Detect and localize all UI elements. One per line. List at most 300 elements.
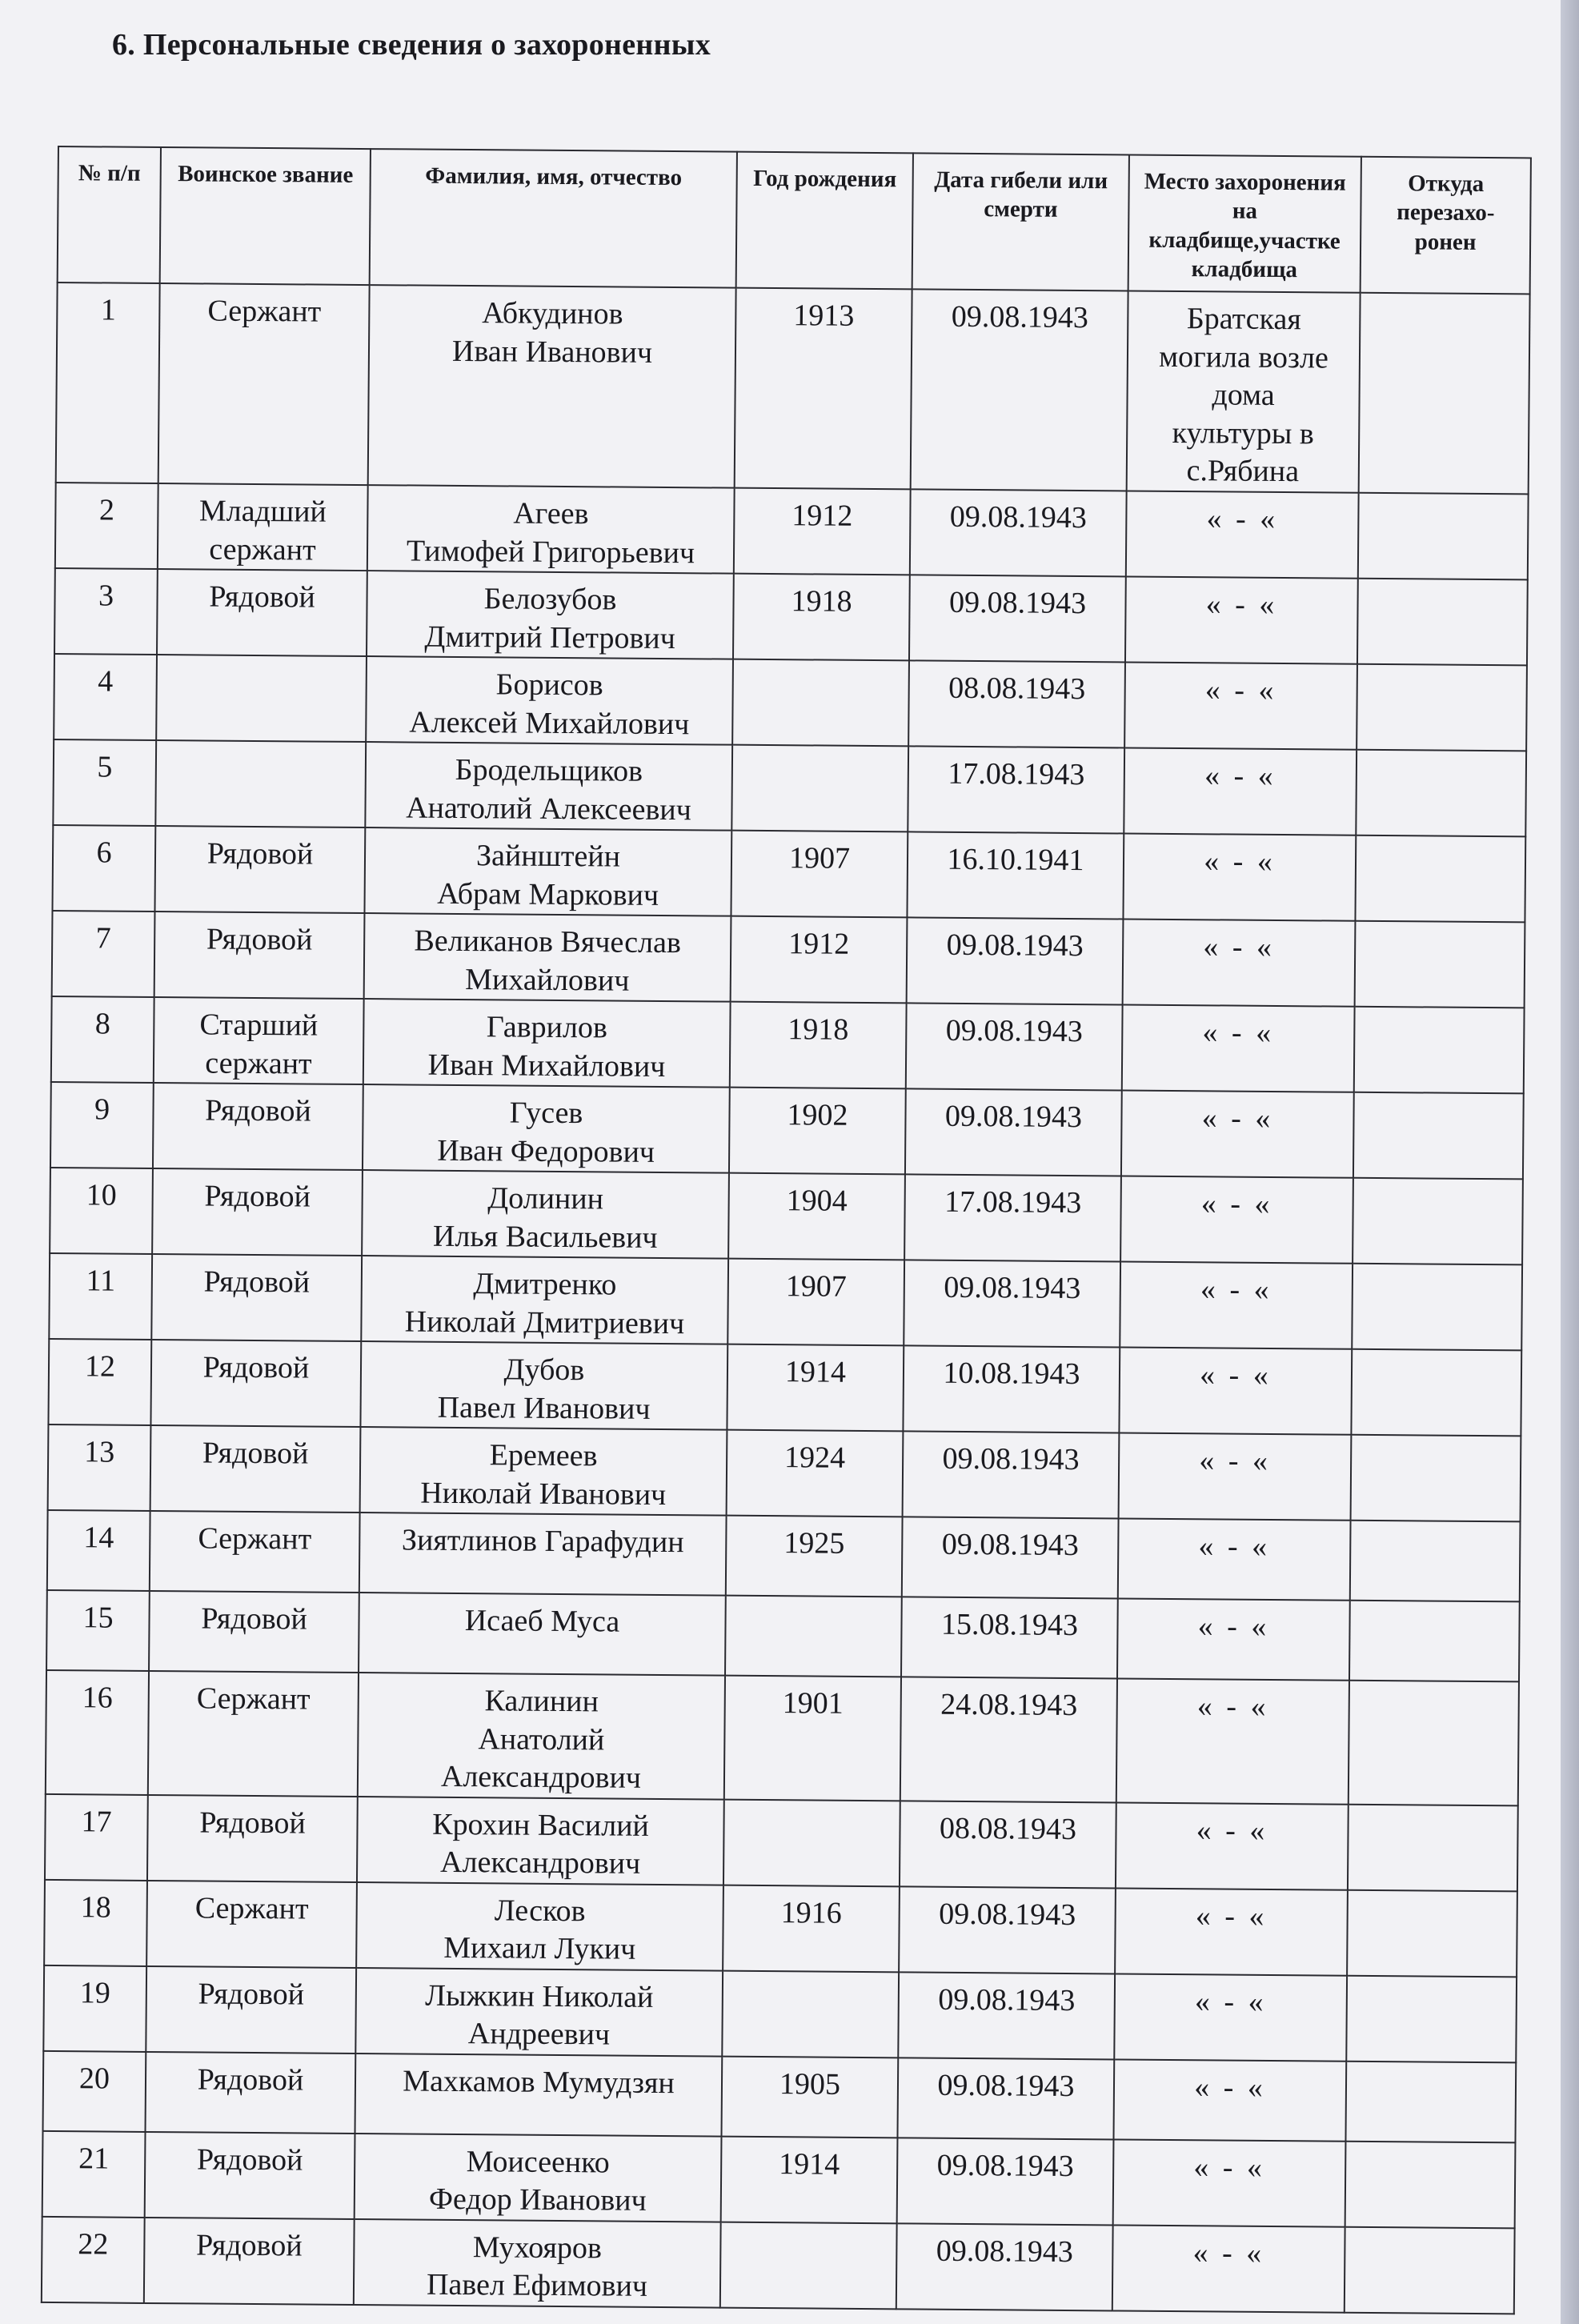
cell-birth-year-line: 1901 <box>782 1686 844 1721</box>
cell-number-line: 5 <box>97 750 113 784</box>
cell-rank-line: Рядовой <box>197 2062 304 2097</box>
table-row <box>55 483 1529 579</box>
cell-reburied-from-line <box>1353 2235 1508 2237</box>
cell-reburied-from-line <box>1355 1898 1510 1900</box>
cell-name-line: Великанов Вячеслав <box>414 924 682 960</box>
cell-death-date-line: 24.08.1943 <box>940 1687 1078 1723</box>
cell-death-date <box>910 489 1127 576</box>
cell-reburied-from-line <box>1361 1101 1517 1103</box>
cell-burial-place-line: « - « <box>1193 2150 1266 2185</box>
cell-burial-place <box>1114 1973 1347 2061</box>
cell-burial-place <box>1126 491 1359 579</box>
cell-rank-line: Сержант <box>207 294 322 329</box>
cell-name-line: Долинин <box>487 1181 604 1216</box>
cell-death-date-line: 17.08.1943 <box>948 756 1085 792</box>
cell-burial-place <box>1119 1432 1352 1520</box>
cell-name-line: Тимофей Григорьевич <box>406 533 695 570</box>
cell-death-date-line: 09.08.1943 <box>942 1441 1080 1477</box>
cell-rank-line: Рядовой <box>206 922 313 957</box>
cell-burial-place-line: дома <box>1212 378 1275 412</box>
cell-name-line: Павел Иванович <box>437 1390 651 1426</box>
cell-name-line: Николай Иванович <box>420 1476 667 1512</box>
cell-name <box>356 1882 723 1971</box>
page-title: 6. Персональные сведения о захороненных <box>112 28 711 62</box>
cell-death-date-line: 09.08.1943 <box>936 2234 1074 2269</box>
cell-burial-place-line: « - « <box>1198 1529 1271 1564</box>
cell-rank <box>144 2217 355 2304</box>
cell-number <box>54 654 157 740</box>
cell-death-date-line: 10.08.1943 <box>943 1356 1080 1392</box>
cell-rank <box>149 1591 359 1673</box>
cell-birth-year <box>725 1596 902 1677</box>
cell-name-line: Николай Дмитриевич <box>404 1304 685 1340</box>
cell-name <box>360 1341 727 1430</box>
cell-death-date <box>905 1088 1122 1176</box>
cell-burial-place-line: культуры в <box>1172 415 1314 451</box>
cell-number-line: 12 <box>84 1349 116 1384</box>
cell-reburied-from-line <box>1356 1813 1511 1814</box>
cell-number-line: 7 <box>95 921 111 956</box>
cell-number <box>42 2130 146 2217</box>
cell-name-line: Дмитрий Петрович <box>424 619 676 655</box>
cell-death-date-line: 09.08.1943 <box>937 2068 1075 2103</box>
cell-birth-year-line: 1913 <box>793 299 855 333</box>
cell-name-line: Дмитренко <box>473 1267 617 1302</box>
cell-burial-place <box>1116 1678 1349 1804</box>
column-header-number: № п/п <box>58 146 161 283</box>
cell-reburied-from-line <box>1357 1689 1512 1691</box>
cell-name-line: Исаеб Муса <box>464 1604 620 1639</box>
cell-birth-year-line: 1902 <box>787 1098 848 1132</box>
cell-burial-place <box>1116 1802 1349 1889</box>
cell-burial-place-line: « - « <box>1202 1016 1275 1050</box>
cell-reburied-from-line <box>1353 2150 1508 2151</box>
burial-records-table <box>41 146 1532 2314</box>
cell-rank-line: Сержант <box>194 1890 309 1926</box>
cell-number-line: 6 <box>96 835 112 870</box>
cell-name-line: Моисеенко <box>466 2144 610 2179</box>
cell-burial-place-line: « - « <box>1204 759 1276 793</box>
cell-birth-year <box>731 916 908 1004</box>
cell-name-line: Михаил Лукич <box>443 1930 636 1966</box>
cell-rank <box>145 2131 355 2218</box>
cell-rank <box>155 740 366 827</box>
cell-number <box>43 1965 146 2051</box>
cell-number-line: 22 <box>78 2226 109 2262</box>
cell-number <box>55 483 158 569</box>
cell-death-date <box>908 660 1125 747</box>
cell-rank <box>158 283 370 485</box>
cell-rank <box>150 1511 360 1593</box>
cell-number <box>54 568 158 655</box>
cell-number-line: 11 <box>86 1264 116 1298</box>
cell-reburied-from <box>1355 835 1525 923</box>
cell-death-date <box>907 917 1124 1004</box>
cell-birth-year <box>728 1173 905 1260</box>
cell-name-line: Павел Ефимович <box>426 2267 648 2303</box>
cell-rank <box>154 997 364 1084</box>
cell-number <box>51 996 154 1083</box>
cell-burial-place <box>1120 1176 1353 1263</box>
cell-name <box>365 742 732 831</box>
cell-death-date-line: 08.08.1943 <box>939 1811 1077 1846</box>
cell-reburied-from <box>1345 2061 1516 2142</box>
cell-death-date-line: 09.08.1943 <box>939 1897 1076 1932</box>
cell-birth-year <box>721 2056 898 2138</box>
cell-name-line: Борисов <box>495 667 603 703</box>
cell-rank-line: Рядовой <box>202 1350 310 1385</box>
cell-name-line: Мухояров <box>472 2230 603 2265</box>
cell-number <box>45 1793 148 1880</box>
cell-burial-place <box>1113 2059 1346 2141</box>
cell-number-line: 3 <box>98 579 114 613</box>
cell-death-date <box>903 1345 1120 1432</box>
cell-reburied-from-line <box>1365 587 1521 589</box>
cell-name-line: Анатолий Алексеевич <box>406 790 691 827</box>
cell-rank <box>156 655 367 742</box>
cell-death-date-line: 09.08.1943 <box>946 928 1084 964</box>
cell-name <box>359 1513 727 1596</box>
cell-rank-line: Рядовой <box>202 1436 309 1471</box>
cell-birth-year-line <box>728 2230 890 2232</box>
column-header-death-date: Дата гибели или смерти <box>912 153 1129 290</box>
column-header-rank: Воинское звание <box>160 147 371 285</box>
cell-burial-place-line: « - « <box>1192 2235 1265 2270</box>
cell-birth-year <box>731 745 908 832</box>
cell-reburied-from <box>1353 1092 1524 1180</box>
cell-name-line: Зиятлинов Гарафудин <box>401 1523 684 1560</box>
cell-burial-place-line: « - « <box>1195 1898 1268 1933</box>
cell-name-line: Федор Иванович <box>428 2182 647 2218</box>
table-row <box>54 654 1527 751</box>
cell-number <box>46 1670 149 1795</box>
cell-reburied-from-line <box>1354 1984 1509 1985</box>
cell-reburied-from <box>1347 1889 1517 1977</box>
table-row <box>46 1590 1520 1681</box>
cell-number-line: 10 <box>86 1178 117 1212</box>
cell-birth-year-line: 1907 <box>785 1269 847 1304</box>
cell-death-date <box>909 575 1126 662</box>
cell-name <box>359 1593 726 1676</box>
cell-reburied-from-line <box>1362 930 1517 932</box>
cell-death-date <box>898 1972 1115 2059</box>
cell-name <box>354 2218 721 2307</box>
cell-name <box>367 485 735 574</box>
cell-death-date <box>911 289 1128 491</box>
cell-reburied-from <box>1358 493 1529 580</box>
cell-name-line: Илья Васильевич <box>432 1219 658 1255</box>
cell-rank-line: Младший <box>198 494 327 529</box>
cell-name-line: Александрович <box>440 1759 642 1795</box>
cell-number <box>42 2216 145 2302</box>
cell-number <box>48 1424 151 1511</box>
table-body <box>42 282 1530 2314</box>
cell-rank <box>148 1671 359 1797</box>
cell-burial-place <box>1118 1518 1351 1600</box>
cell-number <box>52 825 155 912</box>
cell-birth-year-line: 1907 <box>788 841 851 876</box>
cell-death-date <box>904 1260 1120 1347</box>
cell-reburied-from <box>1351 1435 1521 1522</box>
cell-birth-year-line: 1905 <box>779 2066 841 2102</box>
cell-reburied-from-line <box>1366 502 1521 503</box>
cell-rank-line: Рядовой <box>201 1601 307 1637</box>
cell-name-line: Гусев <box>509 1096 583 1131</box>
table-row <box>50 1082 1524 1179</box>
cell-birth-year-line: 1924 <box>783 1440 846 1475</box>
cell-number <box>44 1879 147 1965</box>
cell-reburied-from-line <box>1357 1609 1513 1611</box>
cell-birth-year-line: 1914 <box>784 1355 847 1389</box>
cell-name-line: Андреевич <box>467 2017 611 2052</box>
cell-death-date <box>900 1677 1117 1802</box>
cell-burial-place-line: могила возле <box>1158 339 1329 375</box>
cell-name-line: Михайлович <box>465 962 630 998</box>
cell-reburied-from <box>1346 1975 1517 2062</box>
cell-number-line: 16 <box>82 1681 113 1715</box>
cell-burial-place <box>1112 2225 1345 2312</box>
cell-birth-year-line: 1916 <box>780 1895 842 1930</box>
cell-name <box>363 1084 730 1173</box>
cell-death-date-line: 09.08.1943 <box>938 1982 1076 2017</box>
cell-birth-year <box>732 659 909 747</box>
cell-name <box>367 571 734 659</box>
table-row <box>43 2050 1517 2142</box>
cell-number-line: 14 <box>83 1521 114 1555</box>
cell-number-line: 20 <box>78 2061 110 2096</box>
cell-name-line: Анатолий <box>478 1721 605 1757</box>
table-row <box>47 1510 1521 1601</box>
cell-birth-year <box>722 1970 899 2058</box>
cell-reburied-from <box>1355 921 1525 1008</box>
cell-burial-place-line: « - « <box>1200 1272 1272 1307</box>
cell-name <box>368 285 736 488</box>
cell-reburied-from <box>1345 2141 1516 2228</box>
cell-rank <box>146 1965 356 2053</box>
cell-birth-year <box>720 2222 897 2309</box>
cell-burial-place-line: « - « <box>1205 587 1278 622</box>
cell-number <box>48 1339 151 1425</box>
cell-rank-line: Рядовой <box>198 1976 305 2011</box>
cell-death-date-line: 09.08.1943 <box>948 585 1087 621</box>
cell-rank-line: Рядовой <box>203 1264 311 1300</box>
cell-burial-place-line: « - « <box>1199 1358 1272 1392</box>
table-row <box>48 1424 1521 1521</box>
cell-death-date-line: 08.08.1943 <box>948 671 1086 707</box>
cell-number <box>46 1590 150 1671</box>
cell-name-line: Зайнштейн <box>475 839 621 874</box>
cell-burial-place-line: « - « <box>1204 673 1277 707</box>
cell-number <box>52 911 155 997</box>
cell-birth-year-line <box>731 1808 893 1809</box>
cell-number-line: 9 <box>94 1092 110 1127</box>
cell-name-line: Калинин <box>484 1684 599 1719</box>
cell-rank-line: Рядовой <box>199 1805 306 1840</box>
cell-name <box>357 1797 724 1885</box>
cell-reburied-from-line <box>1365 673 1520 675</box>
cell-birth-year-line: 1918 <box>791 584 852 619</box>
cell-birth-year-line: 1914 <box>779 2146 840 2182</box>
cell-name-line: Белозубов <box>483 582 617 617</box>
cell-rank-line: Рядовой <box>209 579 316 615</box>
cell-rank-line: Сержант <box>196 1681 311 1717</box>
table-row <box>42 2216 1515 2313</box>
cell-reburied-from-line <box>1357 1529 1513 1531</box>
cell-death-date-line: 15.08.1943 <box>940 1607 1079 1643</box>
cell-birth-year-line <box>740 668 902 670</box>
table-row <box>52 825 1525 922</box>
cell-name <box>366 656 733 745</box>
cell-reburied-from <box>1348 1804 1518 1891</box>
cell-name-line: Бродельщиков <box>455 752 643 788</box>
cell-birth-year-line: 1918 <box>787 1012 849 1047</box>
cell-death-date-line: 09.08.1943 <box>945 1013 1084 1049</box>
cell-number-line: 21 <box>78 2141 110 2176</box>
cell-rank <box>146 2051 356 2133</box>
cell-birth-year <box>721 2136 898 2223</box>
cell-name-line: Крохин Василий <box>432 1807 650 1843</box>
cell-name <box>361 1256 728 1344</box>
cell-name-line: Агеев <box>513 496 589 531</box>
cell-reburied-from-line <box>1364 759 1519 760</box>
cell-reburied-from-line <box>1353 2070 1509 2071</box>
cell-death-date <box>899 1886 1116 1973</box>
cell-burial-place <box>1120 1261 1353 1348</box>
cell-birth-year <box>730 1002 907 1089</box>
cell-number <box>56 282 160 483</box>
cell-name <box>355 2133 722 2222</box>
cell-reburied-from-line <box>1368 302 1523 303</box>
cell-death-date <box>896 2223 1113 2310</box>
cell-reburied-from-line <box>1360 1272 1515 1274</box>
cell-burial-place <box>1123 919 1356 1006</box>
cell-rank-line: Рядовой <box>204 1179 311 1214</box>
cell-reburied-from <box>1351 1349 1521 1436</box>
cell-rank-line: Сержант <box>198 1521 312 1557</box>
cell-number-line: 1 <box>100 293 117 327</box>
background-edge <box>1561 0 1579 2324</box>
cell-name-line: Абрам Маркович <box>437 876 659 912</box>
cell-birth-year-line: 1912 <box>788 927 850 961</box>
cell-number-line: 13 <box>84 1435 115 1469</box>
cell-name <box>360 1427 727 1516</box>
table-row <box>49 1253 1522 1350</box>
cell-name-line: Дубов <box>503 1352 585 1388</box>
cell-name <box>363 999 731 1088</box>
cell-birth-year <box>724 1676 901 1801</box>
cell-reburied-from <box>1352 1264 1522 1351</box>
cell-burial-place <box>1127 291 1361 493</box>
cell-burial-place <box>1117 1598 1350 1680</box>
cell-reburied-from <box>1353 1178 1523 1265</box>
cell-name-line: Махкамов Мумудзян <box>403 2063 675 2100</box>
cell-birth-year <box>733 574 910 661</box>
cell-burial-place-line: « - « <box>1201 1101 1274 1136</box>
table-row <box>54 568 1528 665</box>
cell-burial-place <box>1123 833 1356 920</box>
table-row <box>48 1339 1521 1436</box>
table-row <box>50 1168 1523 1264</box>
cell-number <box>53 739 156 826</box>
cell-death-date <box>906 1003 1123 1090</box>
cell-rank <box>151 1254 362 1341</box>
cell-birth-year <box>723 1885 900 1972</box>
cell-reburied-from-line <box>1358 1444 1513 1445</box>
cell-death-date <box>903 1431 1120 1518</box>
cell-death-date-line: 17.08.1943 <box>944 1184 1082 1220</box>
cell-birth-year-line <box>739 754 901 755</box>
cell-death-date <box>902 1517 1119 1598</box>
column-header-name: Фамилия, имя, отчество <box>370 149 737 288</box>
cell-reburied-from <box>1357 579 1528 666</box>
cell-birth-year <box>729 1088 906 1175</box>
cell-name-line: Алексей Михайлович <box>409 704 690 741</box>
cell-reburied-from <box>1359 293 1530 495</box>
cell-reburied-from <box>1356 750 1526 837</box>
cell-death-date <box>897 2058 1114 2139</box>
table-row <box>43 1965 1517 2062</box>
table-row <box>45 1793 1518 1890</box>
cell-birth-year <box>727 1430 904 1517</box>
cell-number <box>50 1082 154 1168</box>
cell-name-line: Еремеев <box>489 1438 598 1473</box>
cell-burial-place-line: « - « <box>1193 2070 1266 2105</box>
cell-name <box>358 1673 725 1799</box>
cell-reburied-from-line <box>1362 1016 1517 1017</box>
cell-reburied-from <box>1349 1681 1519 1805</box>
cell-birth-year-line: 1904 <box>786 1184 848 1218</box>
cell-reburied-from <box>1350 1521 1521 1602</box>
table-header-row <box>58 146 1531 294</box>
cell-number <box>49 1253 152 1340</box>
cell-burial-place-line: « - « <box>1199 1444 1272 1478</box>
cell-reburied-from-line <box>1361 1187 1516 1188</box>
cell-burial-place-line: Братская <box>1186 302 1301 337</box>
cell-reburied-from <box>1357 664 1527 751</box>
cell-rank <box>147 1794 358 1881</box>
cell-burial-place <box>1125 577 1358 664</box>
cell-death-date-line: 09.08.1943 <box>944 1270 1081 1306</box>
cell-burial-place <box>1113 2139 1346 2226</box>
cell-number <box>47 1510 150 1591</box>
cell-burial-place-line: « - « <box>1204 844 1276 879</box>
cell-death-date-line: 09.08.1943 <box>949 499 1088 535</box>
cell-rank-line: Рядовой <box>195 2227 303 2262</box>
cell-rank <box>154 912 365 999</box>
cell-birth-year-line: 1912 <box>792 499 853 533</box>
cell-burial-place <box>1115 1888 1348 1975</box>
cell-rank-line: Рядовой <box>205 1093 311 1128</box>
cell-number-line: 15 <box>82 1601 114 1635</box>
cell-name-line: Иван Иванович <box>451 334 653 370</box>
cell-death-date-line: 09.08.1943 <box>944 1099 1083 1135</box>
table-row <box>52 911 1525 1008</box>
cell-rank-line: Рядовой <box>206 836 314 872</box>
cell-burial-place-line: с.Рябина <box>1186 454 1300 489</box>
cell-rank <box>154 826 365 913</box>
cell-burial-place-line: « - « <box>1200 1187 1273 1221</box>
cell-number-line: 19 <box>79 1975 111 2010</box>
cell-number-line: 4 <box>98 664 114 699</box>
cell-name-line: Абкудинов <box>482 296 623 331</box>
cell-birth-year-line <box>730 1979 892 1981</box>
cell-number <box>43 2050 146 2131</box>
cell-reburied-from <box>1349 1601 1520 1682</box>
cell-birth-year <box>727 1344 904 1432</box>
cell-number-line: 17 <box>81 1804 112 1839</box>
cell-name <box>355 1968 723 2057</box>
cell-rank <box>158 483 368 571</box>
